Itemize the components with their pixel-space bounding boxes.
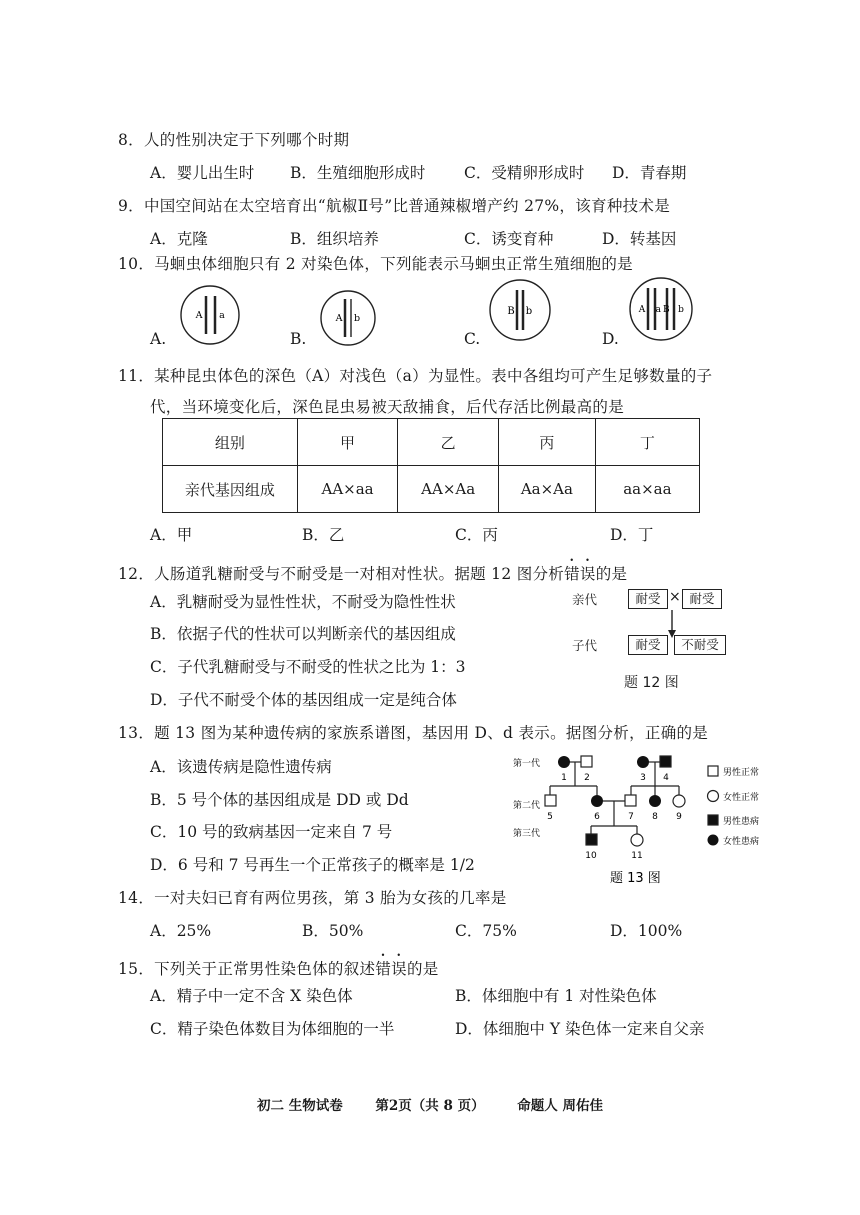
gen-2-label: 第二代	[513, 801, 541, 811]
q9-option-a: A．克隆	[150, 230, 208, 248]
q12-stem: 12．人肠道乳糖耐受与不耐受是一对相对性状。据题 12 图分析错误的是	[118, 565, 628, 583]
cell-d-gene-1: A	[638, 305, 646, 315]
q10-option-a: A.	[150, 330, 167, 348]
q8-option-a: A．婴儿出生时	[150, 164, 255, 182]
q15-emphasis: 错误	[375, 960, 407, 978]
q11-option-a: A．甲	[150, 526, 193, 544]
q8-option-d: D．青春期	[612, 164, 687, 182]
child-1-box: 耐受	[628, 635, 668, 655]
table-cell: Aa×Aa	[499, 466, 596, 513]
footer-author: 命题人 周佑佳	[517, 1098, 603, 1114]
individual-10	[586, 834, 597, 845]
q15-option-d: D．体细胞中 Y 染色体一定来自父亲	[455, 1020, 705, 1038]
q14-stem: 14．一对夫妇已育有两位男孩，第 3 胎为女孩的几率是	[118, 889, 507, 907]
q9-option-b: B．组织培养	[290, 230, 379, 248]
q15-option-c: C．精子染色体数目为体细胞的一半	[150, 1020, 395, 1038]
table-row	[163, 419, 700, 466]
table-header-cell: 组别	[163, 419, 298, 466]
cell-d-gene-3: B	[663, 305, 670, 315]
individual-3	[637, 756, 649, 768]
cell-d-gene-2: a	[655, 305, 661, 315]
footer-page-number: 第2页（共 8 页）	[375, 1098, 485, 1114]
legend-female-affected: 女性患病	[723, 837, 760, 847]
legend-male-normal-icon	[708, 766, 718, 776]
id-3: 3	[640, 773, 646, 783]
id-2: 2	[584, 773, 590, 783]
q14-option-a: A．25%	[150, 922, 212, 940]
legend-male-normal: 男性正常	[723, 768, 760, 778]
q12-option-c: C．子代乳糖耐受与不耐受的性状之比为 1：3	[150, 658, 466, 676]
q14-option-c: C．75%	[455, 922, 517, 940]
q13-pedigree-figure	[505, 748, 770, 888]
q9-option-d: D．转基因	[602, 230, 677, 248]
q11-option-c: C．丙	[455, 526, 498, 544]
table-header-cell: 丁	[595, 419, 699, 466]
q10-stem: 10．马蛔虫体细胞只有 2 对染色体，下列能表示马蛔虫正常生殖细胞的是	[118, 255, 633, 273]
q12-option-b: B．依据子代的性状可以判断亲代的基因组成	[150, 625, 456, 643]
page-footer	[0, 1094, 860, 1114]
table-cell: aa×aa	[595, 466, 699, 513]
id-6: 6	[594, 812, 600, 822]
individual-11	[631, 834, 643, 846]
cell-d-gene-4: b	[678, 305, 684, 315]
gen-1-label: 第一代	[513, 759, 541, 769]
table-header-cell: 乙	[398, 419, 499, 466]
q12-option-a: A．乳糖耐受为显性性状，不耐受为隐性性状	[150, 593, 456, 611]
q11-genotype-table	[162, 418, 700, 513]
q14-option-b: B．50%	[302, 922, 364, 940]
cell-b-figure	[321, 291, 375, 345]
parent-gen-label: 亲代	[572, 592, 598, 607]
id-11: 11	[631, 851, 643, 861]
cell-a-gene-2: a	[219, 310, 225, 321]
parent-2-box: 耐受	[682, 589, 722, 609]
cell-a-gene-1: A	[195, 310, 203, 321]
q12-option-d: D．子代不耐受个体的基因组成一定是纯合体	[150, 691, 457, 709]
table-cell: 亲代基因组成	[163, 466, 298, 513]
individual-5	[545, 795, 556, 806]
table-cell: AA×aa	[297, 466, 398, 513]
individual-7	[625, 795, 636, 806]
table-header-cell: 甲	[297, 419, 398, 466]
legend-female-affected-icon	[708, 835, 719, 846]
id-10: 10	[585, 851, 597, 861]
q10-option-b: B.	[290, 330, 307, 348]
q14-option-d: D．100%	[610, 922, 683, 940]
individual-9	[673, 795, 685, 807]
q13-option-c: C．10 号的致病基因一定来自 7 号	[150, 823, 393, 841]
individual-4	[660, 756, 671, 767]
legend-female-normal-icon	[708, 791, 719, 802]
cell-c-gene-1: B	[507, 306, 515, 317]
cell-a-figure	[181, 286, 239, 344]
q10-cell-figures	[0, 0, 860, 360]
id-1: 1	[561, 773, 567, 783]
q13-option-d: D．6 号和 7 号再生一个正常孩子的概率是 1/2	[150, 856, 475, 874]
individual-2	[581, 756, 592, 767]
id-9: 9	[676, 812, 682, 822]
individual-8	[649, 795, 661, 807]
footer-subject: 初二 生物试卷	[257, 1098, 343, 1114]
q12-figure-caption: 题 12 图	[624, 675, 679, 691]
id-7: 7	[628, 812, 634, 822]
legend-male-affected-icon	[708, 815, 718, 825]
table-row	[163, 466, 700, 513]
q9-option-c: C．诱变育种	[464, 230, 554, 248]
q15-option-a: A．精子中一定不含 X 染色体	[150, 987, 353, 1005]
cell-b-gene-2: b	[353, 313, 361, 324]
table-header-cell: 丙	[499, 419, 596, 466]
q10-option-c: C.	[464, 330, 481, 348]
child-2-box: 不耐受	[674, 635, 726, 655]
q11-option-b: B．乙	[302, 526, 345, 544]
legend-male-affected: 男性患病	[723, 817, 760, 827]
individual-1	[558, 756, 570, 768]
q10-option-d: D.	[602, 330, 619, 348]
cell-c-figure	[490, 280, 550, 340]
parent-1-box: 耐受	[628, 589, 668, 609]
q9-stem: 9．中国空间站在太空培育出“航椒Ⅱ号”比普通辣椒增产约 27%，该育种技术是	[118, 197, 671, 215]
q12-emphasis: 错误	[564, 565, 596, 583]
gen-3-label: 第三代	[513, 829, 541, 839]
q11-stem-line1: 11．某种昆虫体色的深色（A）对浅色（a）为显性。表中各组均可产生足够数量的子	[118, 367, 713, 385]
individual-6	[591, 795, 603, 807]
cell-b-gene-1: A	[335, 313, 343, 324]
q13-option-a: A．该遗传病是隐性遗传病	[150, 758, 332, 776]
child-gen-label: 子代	[572, 638, 598, 653]
q8-option-b: B．生殖细胞形成时	[290, 164, 426, 182]
q13-option-b: B．5 号个体的基因组成是 DD 或 Dd	[150, 791, 409, 809]
q8-option-c: C．受精卵形成时	[464, 164, 585, 182]
id-5: 5	[547, 812, 553, 822]
q13-stem: 13．题 13 图为某种遗传病的家族系谱图，基因用 D、d 表示。据图分析，正确的是	[118, 724, 709, 742]
q11-option-d: D．丁	[610, 526, 654, 544]
q13-figure-caption: 题 13 图	[610, 871, 661, 886]
cell-c-gene-2: b	[525, 306, 533, 317]
legend-female-normal: 女性正常	[723, 793, 760, 803]
q8-stem: 8．人的性别决定于下列哪个时期	[118, 131, 350, 149]
q15-stem: 15．下列关于正常男性染色体的叙述错误的是	[118, 960, 439, 978]
q15-option-b: B．体细胞中有 1 对性染色体	[455, 987, 657, 1005]
id-4: 4	[663, 773, 669, 783]
table-cell: AA×Aa	[398, 466, 499, 513]
cell-d-figure	[630, 278, 692, 340]
id-8: 8	[652, 812, 658, 822]
q11-stem-line2: 代，当环境变化后，深色昆虫易被天敌捕食，后代存活比例最高的是	[150, 398, 625, 416]
cross-symbol: ×	[669, 589, 681, 605]
